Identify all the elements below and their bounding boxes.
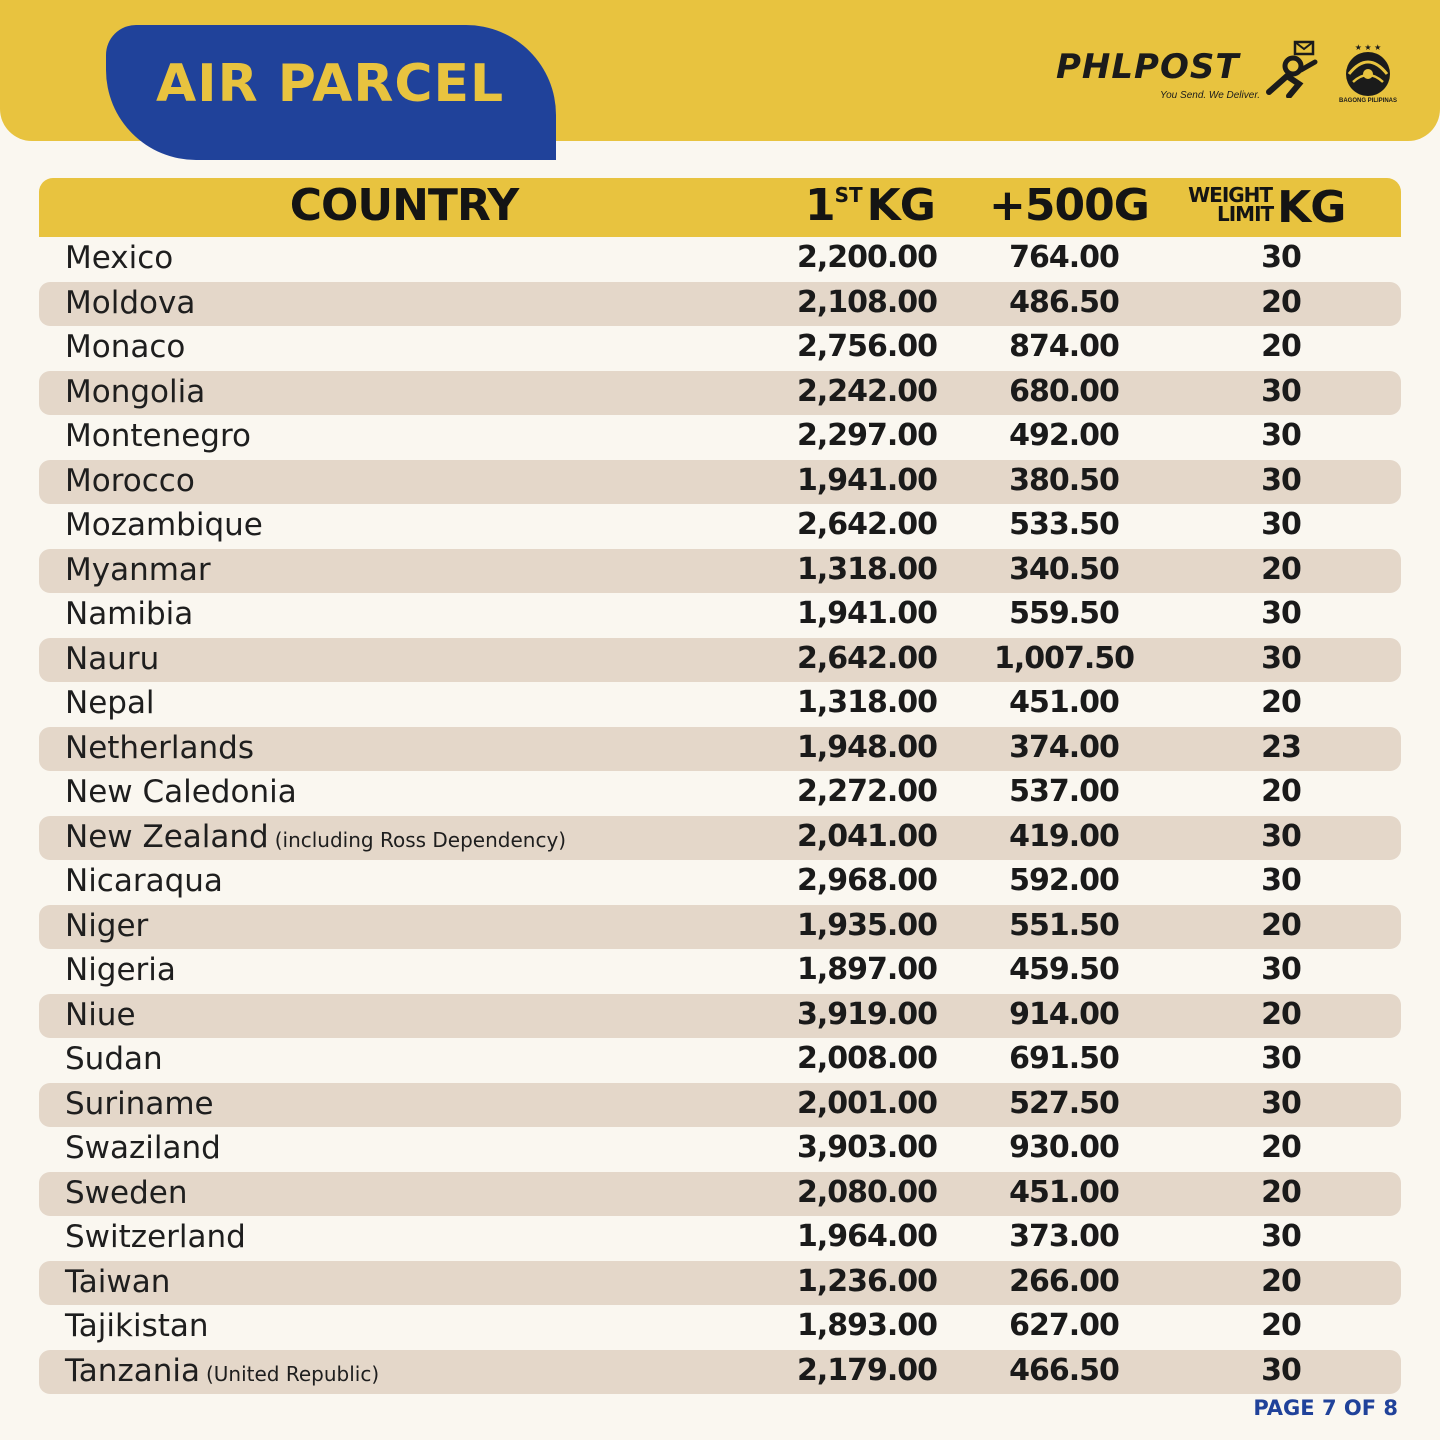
first-kg-rate: 2,642.00 bbox=[797, 640, 938, 676]
country-cell bbox=[65, 464, 195, 500]
additional-500g-rate: 930.00 bbox=[1009, 1130, 1119, 1165]
country-name: Suriname bbox=[65, 1085, 214, 1122]
table-row bbox=[39, 371, 1401, 416]
additional-500g-rate: 874.00 bbox=[1009, 329, 1119, 364]
table-row bbox=[39, 1038, 1401, 1083]
country-cell bbox=[65, 998, 136, 1034]
additional-500g-rate: 691.50 bbox=[1009, 1041, 1119, 1076]
country-name: Montenegro bbox=[65, 418, 252, 454]
first-kg-rate: 2,297.00 bbox=[797, 418, 938, 453]
weight-limit: 20 bbox=[1261, 284, 1301, 320]
additional-500g-rate: 451.00 bbox=[1009, 685, 1119, 720]
additional-500g-rate: 537.00 bbox=[1009, 774, 1119, 809]
svg-text:★ ★ ★: ★ ★ ★ bbox=[1354, 43, 1382, 52]
table-row bbox=[39, 994, 1401, 1039]
country-cell bbox=[65, 1220, 246, 1256]
weight-limit: 20 bbox=[1261, 1174, 1301, 1210]
table-header bbox=[39, 178, 1401, 237]
additional-500g-rate: 764.00 bbox=[1009, 240, 1119, 275]
table-row bbox=[39, 1350, 1401, 1395]
additional-500g-rate: 680.00 bbox=[1009, 373, 1119, 409]
table-row bbox=[39, 415, 1401, 460]
country-cell bbox=[65, 508, 263, 544]
country-name: Namibia bbox=[65, 596, 194, 632]
country-cell bbox=[65, 553, 211, 589]
first-kg-rate: 1,236.00 bbox=[797, 1263, 938, 1299]
country-name: Nauru bbox=[65, 640, 160, 677]
country-cell bbox=[65, 820, 566, 856]
first-kg-rate: 1,893.00 bbox=[797, 1308, 938, 1343]
table-row bbox=[39, 326, 1401, 371]
weight-limit: 30 bbox=[1261, 373, 1301, 409]
country-name: Myanmar bbox=[65, 551, 211, 588]
country-cell bbox=[65, 1176, 188, 1212]
weight-limit: 30 bbox=[1261, 1041, 1301, 1076]
country-name: Sweden bbox=[65, 1174, 188, 1211]
country-cell bbox=[65, 642, 159, 678]
country-name: Switzerland bbox=[65, 1219, 246, 1255]
table-row bbox=[39, 593, 1401, 638]
additional-500g-rate: 1,007.50 bbox=[994, 640, 1135, 676]
table-row bbox=[39, 905, 1401, 950]
country-cell bbox=[65, 953, 176, 989]
logo-tagline: You Send. We Deliver. bbox=[1160, 90, 1261, 101]
country-cell bbox=[65, 419, 251, 455]
country-cell bbox=[65, 330, 185, 366]
country-name: Morocco bbox=[65, 462, 195, 499]
country-name: Netherlands bbox=[65, 729, 254, 766]
country-cell bbox=[65, 241, 173, 277]
country-cell bbox=[65, 1309, 209, 1345]
table-row bbox=[39, 282, 1401, 327]
weight-limit: 20 bbox=[1261, 1308, 1301, 1343]
weight-limit: 20 bbox=[1261, 551, 1301, 587]
weight-limit: 30 bbox=[1261, 462, 1301, 498]
country-name: Mexico bbox=[65, 240, 174, 276]
country-name: New Caledonia bbox=[65, 774, 297, 810]
first-kg-rate: 1,948.00 bbox=[797, 729, 938, 765]
first-kg-rate: 2,179.00 bbox=[797, 1352, 938, 1388]
page-indicator: PAGE 7 OF 8 bbox=[1253, 1396, 1398, 1420]
table-row bbox=[39, 1083, 1401, 1128]
country-name: Moldova bbox=[65, 284, 196, 321]
table-row bbox=[39, 816, 1401, 861]
table-body bbox=[39, 237, 1401, 1394]
country-name: Tajikistan bbox=[65, 1308, 209, 1344]
weight-limit: 30 bbox=[1261, 952, 1301, 987]
country-name: Mozambique bbox=[65, 507, 263, 543]
additional-500g-rate: 527.50 bbox=[1009, 1085, 1119, 1121]
additional-500g-rate: 340.50 bbox=[1009, 551, 1119, 587]
first-kg-rate: 1,935.00 bbox=[797, 907, 938, 943]
column-header-country: COUNTRY bbox=[289, 180, 519, 231]
country-cell bbox=[65, 375, 205, 411]
country-cell bbox=[65, 909, 148, 945]
weight-limit: 30 bbox=[1261, 240, 1301, 275]
additional-500g-rate: 451.00 bbox=[1009, 1174, 1119, 1210]
column-header-additional-500g: +500G bbox=[989, 180, 1149, 231]
rates-table bbox=[39, 178, 1401, 1394]
weight-limit: 30 bbox=[1261, 507, 1301, 542]
additional-500g-rate: 374.00 bbox=[1009, 729, 1119, 765]
first-kg-rate: 2,108.00 bbox=[797, 284, 938, 320]
country-name: Niue bbox=[65, 996, 136, 1033]
table-row bbox=[39, 237, 1401, 282]
country-cell bbox=[65, 775, 297, 811]
weight-limit: 23 bbox=[1261, 729, 1301, 765]
country-name: Swaziland bbox=[65, 1130, 221, 1166]
table-row bbox=[39, 638, 1401, 683]
additional-500g-rate: 492.00 bbox=[1009, 418, 1119, 453]
weight-limit: 20 bbox=[1261, 329, 1301, 364]
country-name: Sudan bbox=[65, 1041, 163, 1077]
first-kg-rate: 2,001.00 bbox=[797, 1085, 938, 1121]
weight-limit: 20 bbox=[1261, 774, 1301, 809]
first-kg-rate: 3,919.00 bbox=[797, 996, 938, 1032]
weight-limit: 20 bbox=[1261, 907, 1301, 943]
additional-500g-rate: 466.50 bbox=[1009, 1352, 1119, 1388]
additional-500g-rate: 627.00 bbox=[1009, 1308, 1119, 1343]
mail-runner-icon bbox=[1265, 40, 1321, 98]
country-cell bbox=[65, 1354, 379, 1390]
first-kg-rate: 3,903.00 bbox=[797, 1130, 938, 1165]
country-name: Nigeria bbox=[65, 952, 176, 988]
country-cell bbox=[65, 1131, 221, 1167]
additional-500g-rate: 559.50 bbox=[1009, 596, 1119, 631]
weight-limit: 30 bbox=[1261, 640, 1301, 676]
weight-limit: 20 bbox=[1261, 996, 1301, 1032]
first-kg-rate: 2,756.00 bbox=[797, 329, 938, 364]
weight-limit: 30 bbox=[1261, 596, 1301, 631]
table-row bbox=[39, 549, 1401, 594]
additional-500g-rate: 914.00 bbox=[1009, 996, 1119, 1032]
additional-500g-rate: 266.00 bbox=[1009, 1263, 1119, 1299]
first-kg-rate: 1,941.00 bbox=[797, 462, 938, 498]
country-note: (United Republic) bbox=[205, 1361, 380, 1386]
country-cell bbox=[65, 597, 193, 633]
additional-500g-rate: 373.00 bbox=[1009, 1219, 1119, 1254]
country-cell bbox=[65, 286, 195, 322]
additional-500g-rate: 459.50 bbox=[1009, 952, 1119, 987]
logo-wordmark: PHLPOST bbox=[1056, 47, 1240, 87]
additional-500g-rate: 380.50 bbox=[1009, 462, 1119, 498]
country-name: Taiwan bbox=[65, 1263, 171, 1300]
table-row bbox=[39, 682, 1401, 727]
table-row bbox=[39, 771, 1401, 816]
country-name: New Zealand bbox=[65, 818, 269, 855]
country-name: Monaco bbox=[65, 329, 186, 365]
weight-limit: 30 bbox=[1261, 863, 1301, 898]
page-title: AIR PARCEL bbox=[156, 54, 505, 114]
additional-500g-rate: 419.00 bbox=[1009, 818, 1119, 854]
first-kg-rate: 2,242.00 bbox=[797, 373, 938, 409]
first-kg-rate: 2,008.00 bbox=[797, 1041, 938, 1076]
country-cell bbox=[65, 686, 155, 722]
country-cell bbox=[65, 1087, 214, 1123]
additional-500g-rate: 486.50 bbox=[1009, 284, 1119, 320]
table-row bbox=[39, 860, 1401, 905]
first-kg-rate: 1,941.00 bbox=[797, 596, 938, 631]
column-header-first-kg: 1STKG bbox=[805, 180, 935, 231]
country-name: Mongolia bbox=[65, 373, 206, 410]
weight-limit: 20 bbox=[1261, 1263, 1301, 1299]
weight-limit: 30 bbox=[1261, 1352, 1301, 1388]
bagong-pilipinas-seal bbox=[1331, 40, 1405, 110]
country-note: (including Ross Dependency) bbox=[274, 827, 567, 852]
country-cell bbox=[65, 864, 223, 900]
country-cell bbox=[65, 731, 254, 767]
first-kg-rate: 2,968.00 bbox=[797, 863, 938, 898]
first-kg-rate: 1,964.00 bbox=[797, 1219, 938, 1254]
first-kg-rate: 2,080.00 bbox=[797, 1174, 938, 1210]
first-kg-rate: 1,318.00 bbox=[797, 551, 938, 587]
additional-500g-rate: 551.50 bbox=[1009, 907, 1119, 943]
additional-500g-rate: 592.00 bbox=[1009, 863, 1119, 898]
country-name: Tanzania bbox=[65, 1352, 200, 1389]
table-row bbox=[39, 949, 1401, 994]
first-kg-rate: 2,041.00 bbox=[797, 818, 938, 854]
table-row bbox=[39, 1172, 1401, 1217]
weight-limit: 30 bbox=[1261, 818, 1301, 854]
country-cell bbox=[65, 1265, 170, 1301]
table-row bbox=[39, 1127, 1401, 1172]
seal-emblem-icon bbox=[1331, 40, 1405, 98]
weight-limit: 20 bbox=[1261, 685, 1301, 720]
weight-limit: 30 bbox=[1261, 1219, 1301, 1254]
first-kg-rate: 1,897.00 bbox=[797, 952, 938, 987]
table-row bbox=[39, 727, 1401, 772]
phlpost-logo bbox=[1052, 40, 1322, 102]
weight-limit: 30 bbox=[1261, 418, 1301, 453]
weight-limit: 30 bbox=[1261, 1085, 1301, 1121]
table-row bbox=[39, 1305, 1401, 1350]
table-row bbox=[39, 504, 1401, 549]
first-kg-rate: 2,642.00 bbox=[797, 507, 938, 542]
first-kg-rate: 1,318.00 bbox=[797, 685, 938, 720]
column-header-weight-limit: WEIGHT LIMIT KG bbox=[1188, 182, 1346, 233]
country-name: Nicaraqua bbox=[65, 863, 223, 899]
additional-500g-rate: 533.50 bbox=[1009, 507, 1119, 542]
table-row bbox=[39, 1216, 1401, 1261]
country-name: Niger bbox=[65, 907, 149, 944]
table-row bbox=[39, 460, 1401, 505]
weight-limit: 20 bbox=[1261, 1130, 1301, 1165]
country-name: Nepal bbox=[65, 685, 155, 721]
country-cell bbox=[65, 1042, 163, 1078]
first-kg-rate: 2,272.00 bbox=[797, 774, 938, 809]
seal-label: BAGONG PILIPINAS bbox=[1338, 98, 1397, 104]
first-kg-rate: 2,200.00 bbox=[797, 240, 938, 275]
table-row bbox=[39, 1261, 1401, 1306]
